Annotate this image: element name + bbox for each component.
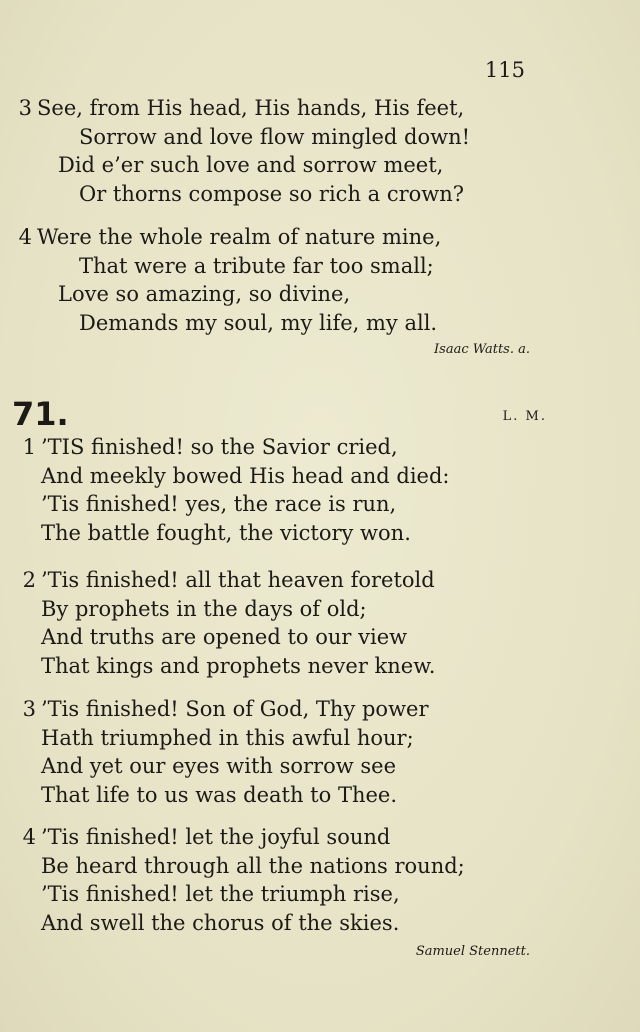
verse-line: Hath triumphed in this awful hour;	[41, 725, 414, 750]
stanza-71-4	[0, 823, 640, 937]
verse-line: And yet our eyes with sorrow see	[41, 754, 397, 778]
stanza-number: 3	[18, 96, 32, 120]
stanza-70-3	[0, 94, 640, 208]
verse-line: Or thorns compose so rich a crown?	[79, 181, 465, 206]
hymn-meter: L. M.	[502, 409, 547, 424]
author-attribution: Samuel Stennett.	[415, 944, 530, 959]
stanza-70-4	[0, 223, 640, 337]
verse-line: That life to us was death to Thee.	[41, 782, 398, 807]
verse-line: ’Tis finished! Son of God, Thy power	[41, 697, 429, 721]
verse-line: That were a tribute far too small;	[79, 253, 434, 278]
stanza-number: 1	[22, 435, 36, 459]
verse-line: Did e’er such love and sorrow meet,	[58, 153, 444, 177]
author-attribution: Isaac Watts. a.	[434, 342, 530, 357]
verse-line: See, from His head, His hands, His feet,	[37, 96, 465, 120]
verse-line: Be heard through all the nations round;	[41, 853, 465, 878]
verse-line: The battle fought, the victory won.	[41, 520, 411, 545]
stanza-number: 4	[22, 825, 36, 849]
verse-line: Demands my soul, my life, my all.	[79, 310, 438, 335]
stanza-71-2	[0, 566, 640, 680]
verse-line: ’Tis finished! let the triumph rise,	[41, 882, 400, 906]
page-number: 115	[484, 58, 525, 82]
stanza-number: 2	[22, 568, 36, 592]
verse-line: Love so amazing, so divine,	[58, 282, 351, 306]
verse-line: Sorrow and love flow mingled down!	[79, 124, 471, 149]
verse-line: ’Tis finished! all that heaven foretold	[41, 568, 435, 592]
stanza-71-1	[0, 433, 640, 547]
hymn-number: 71.	[12, 395, 69, 433]
verse-line: ’Tis finished! yes, the race is run,	[41, 492, 397, 516]
verse-line: Were the whole realm of nature mine,	[37, 225, 442, 249]
stanza-number: 3	[22, 697, 36, 721]
verse-line: And meekly bowed His head and died:	[41, 463, 450, 488]
verse-line: ’Tis finished! let the joyful sound	[41, 825, 391, 849]
verse-line: And truths are opened to our view	[41, 625, 408, 649]
stanza-71-3	[0, 695, 640, 809]
verse-line: That kings and prophets never knew.	[41, 653, 436, 678]
verse-line: And swell the chorus of the skies.	[41, 910, 400, 935]
verse-line: ’TIS finished! so the Savior cried,	[41, 435, 398, 459]
stanza-number: 4	[18, 225, 32, 249]
verse-line: By prophets in the days of old;	[41, 596, 367, 621]
